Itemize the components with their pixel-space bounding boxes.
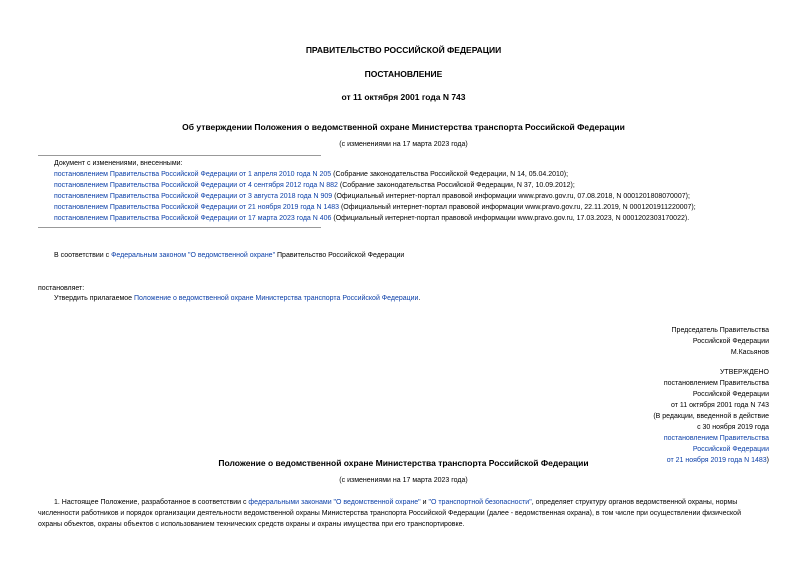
approved-text: от 11 октября 2001 года N 743 [671,402,769,409]
approve-clause [54,293,420,304]
approved-text: с 30 ноября 2019 года [697,424,769,431]
paragraph-text: и [420,499,429,506]
amendment-item [54,169,696,180]
amendment-resolution-link[interactable]: постановлением Правительства [663,435,769,442]
amendment-link[interactable]: постановлением Правительства Российской Федерации от 21 ноября 2019 года N 1483 [54,204,340,211]
signature-block [672,325,769,358]
amendment-source: (Собрание законодательства Российской Федерации, N 14, 05.04.2010); [331,171,569,178]
government-name: ПРАВИТЕЛЬСТВО РОССИЙСКОЙ ФЕДЕРАЦИИ [305,45,502,55]
amendments-heading: Документ с изменениями, внесенными: [54,160,183,167]
paragraph-text: , определяет структуру органов ведомственной охраны, нормы [531,499,738,506]
signature-position: Председатель Правительства [671,327,769,334]
preamble [54,250,404,261]
amendment-link[interactable]: постановлением Правительства Российской Федерации от 17 марта 2023 года N 406 [54,215,332,222]
document-date: от 11 октября 2001 года N 743 [341,92,466,102]
amendment-item [54,202,696,213]
regulation-link[interactable]: Положение о ведомственной охране Министерства транспорта Российской Федерации [134,295,419,302]
transport-security-law-link[interactable]: "О транспортной безопасности" [428,499,532,506]
amendment-link[interactable]: постановлением Правительства Российской Федерации от 4 сентября 2012 года N 882 [54,182,338,189]
title-amendment-note: (с изменениями на 17 марта 2023 года) [339,141,468,148]
amendment-source: (Официальный интернет-портал правовой информации www.pravo.gov.ru, 22.11.2019, N 0001201911220007); [339,204,696,211]
approve-text: . [418,295,421,302]
amendment-source: (Официальный интернет-портал правовой информации www.pravo.gov.ru, 17.03.2023, N 0001202303170022). [331,215,690,222]
regulation-amendment-note: (с изменениями на 17 марта 2023 года) [339,477,468,484]
approved-block [653,367,769,466]
resolves-text: постановляет: [38,285,85,292]
amendment-source: (Официальный интернет-портал правовой информации www.pravo.gov.ru, 07.08.2018, N 0001201808070007); [332,193,690,200]
amendment-resolution-link[interactable]: Российской Федерации [692,446,769,453]
amendment-item [54,213,696,224]
document-title: Об утверждении Положения о ведомственной охране Министерства транспорта Российской Федерации [182,122,625,132]
approved-text: Российской Федерации [692,391,769,398]
amendment-item [54,191,696,202]
paragraph-1-line [38,497,769,508]
amendments-bottom-rule [38,227,321,228]
amendments-block [54,158,696,224]
approve-text: Утвердить прилагаемое [54,295,135,302]
preamble-text: Правительство Российской Федерации [275,252,405,259]
preamble-text: В соответствии с [54,252,112,259]
signature-position: Российской Федерации [692,338,769,345]
paragraph-1-line: численности работников и порядок организации деятельности ведомственной охраны Министерства транспорта Российской Федерации (далее - ведомственная охрана), в том числе при осуществлении физической [38,510,741,517]
paragraph-1 [38,497,769,530]
approved-text: постановлением Правительства [663,380,769,387]
approved-text: (В редакции, введенной в действие [653,413,769,420]
signatory-name: М.Касьянов [730,349,769,356]
approved-text: ) [766,457,769,464]
amendment-item [54,180,696,191]
paragraph-1-line: охраны объектов, охраны объектов с использованием технических средств охраны и охраны имущества при его транспортировке. [38,521,465,528]
amendment-link[interactable]: постановлением Правительства Российской Федерации от 3 августа 2018 года N 909 [54,193,333,200]
amendment-resolution-link[interactable]: от 21 ноября 2019 года N 1483 [666,457,767,464]
federal-laws-link[interactable]: федеральными законами "О ведомственной охране" [248,499,421,506]
federal-law-link[interactable]: Федеральным законом "О ведомственной охране" [111,252,276,259]
amendment-source: (Собрание законодательства Российской Федерации, N 37, 10.09.2012); [337,182,575,189]
amendments-top-rule [38,155,321,156]
regulation-title: Положение о ведомственной охране Министерства транспорта Российской Федерации [218,458,589,468]
document-type: ПОСТАНОВЛЕНИЕ [364,69,443,79]
paragraph-text: 1. Настоящее Положение, разработанное в соответствии с [54,499,249,506]
amendment-link[interactable]: постановлением Правительства Российской Федерации от 1 апреля 2010 года N 205 [54,171,332,178]
approved-heading: УТВЕРЖДЕНО [719,369,769,376]
